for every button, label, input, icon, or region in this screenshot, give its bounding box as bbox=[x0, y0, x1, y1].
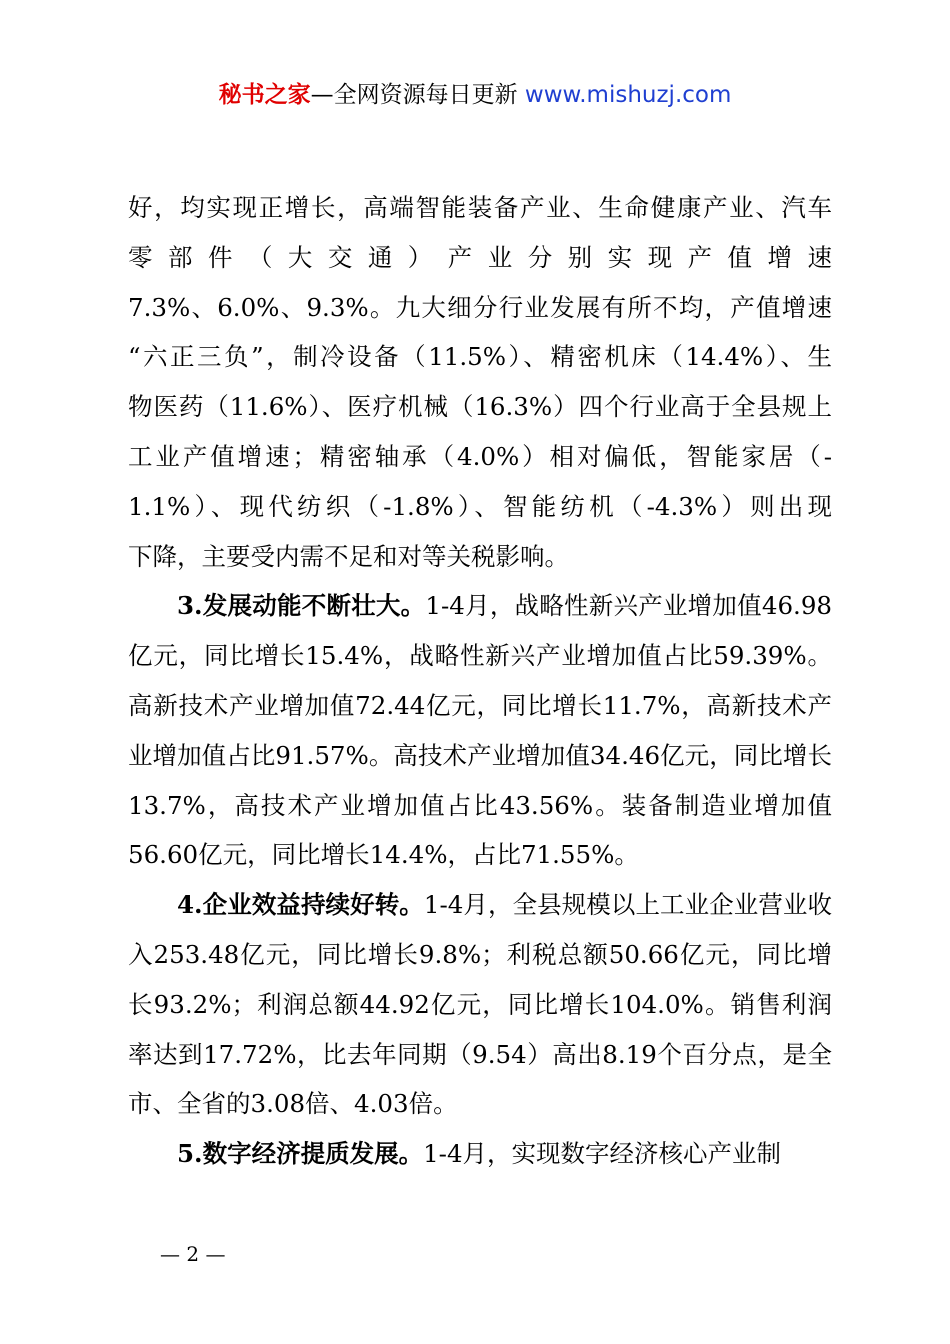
text-line: “六正三负”，制冷设备（11.5%）、精密机床（14.4%）、生 bbox=[128, 342, 832, 372]
paragraph-heading: 3.发展动能不断壮大。 bbox=[177, 591, 426, 621]
paragraph-development-momentum bbox=[128, 581, 832, 880]
text-line: 零部件（大交通）产业分别实现产值增速 bbox=[128, 242, 832, 272]
text-line: 下降，主要受内需不足和对等关税影响。 bbox=[128, 541, 569, 571]
site-url-link[interactable]: www.mishuzj.com bbox=[524, 82, 732, 108]
paragraph-text: 1-4月，战略性新兴产业增加值46.98亿元，同比增长15.4%，战略性新兴产业增加值占比59.39%。高新技术产业增加值72.44亿元，同比增长11.7%，高新技术产业增加值占比91.57%。高技术产业增加值34.46亿元，同比增长13.7%，高技术产业增加值占比43.56%。装备制造业增加值56.60亿元，同比增长14.4%，占比71.55%。 bbox=[128, 591, 833, 870]
paragraph-heading: 4.企业效益持续好转。 bbox=[177, 890, 424, 920]
page-number: — 2 — bbox=[160, 1242, 226, 1266]
text-line: 7.3%、6.0%、9.3%。九大细分行业发展有所不均，产值增速 bbox=[128, 292, 832, 322]
site-brand: 秘书之家 bbox=[218, 82, 311, 108]
paragraph-text: 1-4月，全县规模以上工业企业营业收入253.48亿元，同比增长9.8%；利税总额50.66亿元，同比增长93.2%；利润总额44.92亿元，同比增长104.0%。销售利润率达到17.72%，比去年同期（9.54）高出8.19个百分点，是全市、全省的3.08倍、4.03倍。 bbox=[128, 890, 833, 1119]
paragraph-heading: 5.数字经济提质发展。 bbox=[177, 1139, 424, 1169]
paragraph-text: 1-4月，实现数字经济核心产业制 bbox=[423, 1139, 782, 1169]
document-body bbox=[128, 183, 832, 1179]
text-line: 工业产值增速；精密轴承（4.0%）相对偏低，智能家居（- bbox=[128, 441, 832, 471]
paragraph-industry-growth bbox=[128, 183, 832, 581]
paragraph-enterprise-benefits bbox=[128, 880, 832, 1129]
paragraph-digital-economy bbox=[128, 1129, 832, 1179]
site-header bbox=[0, 78, 950, 112]
text-line: 物医药（11.6%）、医疗机械（16.3%）四个行业高于全县规上 bbox=[128, 392, 832, 422]
text-line: 1.1%）、现代纺织（-1.8%）、智能纺机（-4.3%）则出现 bbox=[128, 491, 832, 521]
text-line: 好，均实现正增长，高端智能装备产业、生命健康产业、汽车 bbox=[128, 193, 832, 222]
site-tagline: —全网资源每日更新 bbox=[310, 82, 525, 108]
